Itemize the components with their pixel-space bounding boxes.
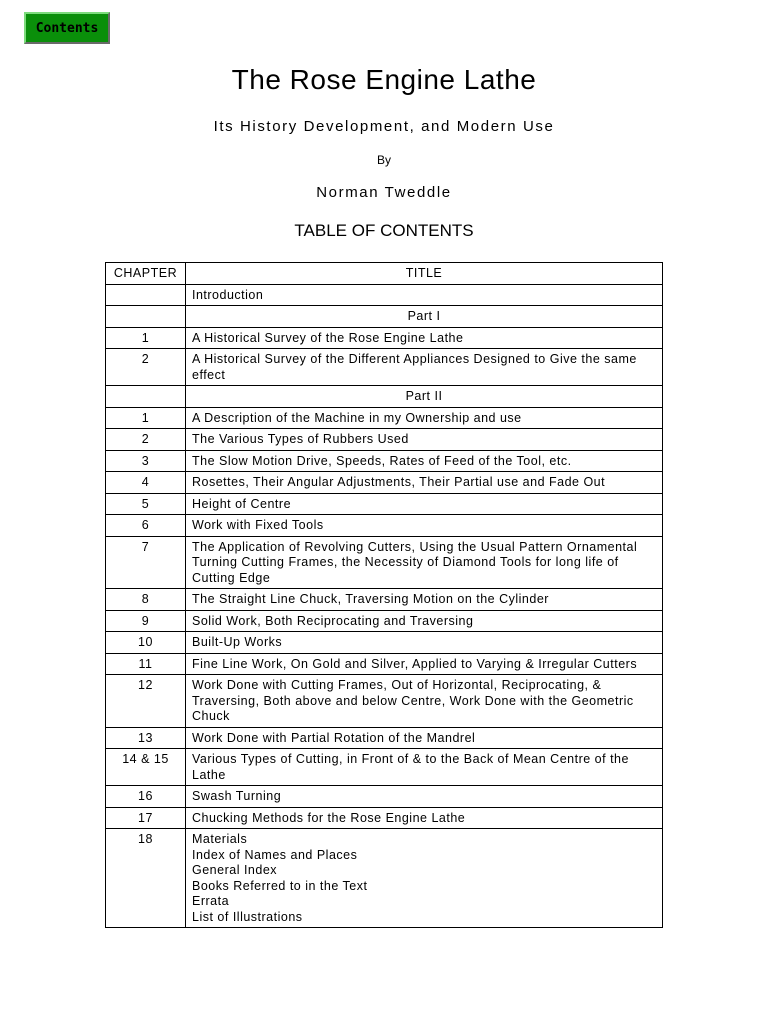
chapter-number: 2 (106, 429, 186, 451)
chapter-number: 17 (106, 807, 186, 829)
title-column-header: TITLE (186, 263, 663, 285)
toc-row (106, 829, 663, 928)
toc-row (106, 284, 663, 306)
chapter-number: 8 (106, 589, 186, 611)
chapter-number (106, 306, 186, 328)
chapter-title: Work Done with Partial Rotation of the Mandrel (186, 727, 663, 749)
chapter-title: The Various Types of Rubbers Used (186, 429, 663, 451)
chapter-title: Various Types of Cutting, in Front of & to the Back of Mean Centre of the Lathe (186, 749, 663, 786)
chapter-title: Swash Turning (186, 786, 663, 808)
chapter-number (106, 284, 186, 306)
appendix-entry: General Index (192, 863, 278, 877)
part-heading: Part I (186, 306, 663, 328)
toc-row (106, 493, 663, 515)
contents-button[interactable]: Contents (24, 12, 110, 44)
chapter-title: Chucking Methods for the Rose Engine Lathe (186, 807, 663, 829)
chapter-number: 3 (106, 450, 186, 472)
toc-row (106, 536, 663, 589)
document-subtitle: Its History Development, and Modern Use (213, 118, 555, 135)
chapter-number: 6 (106, 515, 186, 537)
appendix-entry: Books Referred to in the Text (192, 878, 368, 893)
toc-body (106, 284, 663, 928)
chapter-title: Built-Up Works (186, 632, 663, 654)
chapter-title: Introduction (186, 284, 663, 306)
chapter-title: A Historical Survey of the Different Appliances Designed to Give the same effect (186, 349, 663, 386)
toc-row (106, 472, 663, 494)
chapter-number: 13 (106, 727, 186, 749)
toc-part-row (106, 386, 663, 408)
toc-row (106, 632, 663, 654)
toc-row (106, 675, 663, 728)
toc-row (106, 589, 663, 611)
chapter-title: The Slow Motion Drive, Speeds, Rates of Feed of the Tool, etc. (186, 450, 663, 472)
chapter-title: The Straight Line Chuck, Traversing Motion on the Cylinder (186, 589, 663, 611)
chapter-number: 7 (106, 536, 186, 589)
toc-table (105, 262, 663, 928)
chapter-number: 1 (106, 407, 186, 429)
toc-header-row (106, 263, 663, 285)
toc-row (106, 429, 663, 451)
chapter-number: 2 (106, 349, 186, 386)
chapter-title: Work Done with Cutting Frames, Out of Horizontal, Reciprocating, & Traversing, Both above and below Centre, Work Done with the Geometric Chuck (186, 675, 663, 728)
chapter-title: A Description of the Machine in my Ownership and use (186, 407, 663, 429)
toc-row (106, 727, 663, 749)
chapter-number: 1 (106, 327, 186, 349)
chapter-title: Materials Index of Names and Places General Index Books Referred to in the Text Errata List of Illustrations (186, 829, 663, 928)
chapter-number: 4 (106, 472, 186, 494)
toc-row (106, 349, 663, 386)
chapter-number: 14 & 15 (106, 749, 186, 786)
toc-row (106, 515, 663, 537)
toc-heading: TABLE OF CONTENTS (294, 221, 474, 240)
toc-row (106, 610, 663, 632)
toc-row (106, 450, 663, 472)
toc-row (106, 327, 663, 349)
part-heading: Part II (186, 386, 663, 408)
byline-label: By (376, 153, 391, 167)
chapter-title: Rosettes, Their Angular Adjustments, Their Partial use and Fade Out (186, 472, 663, 494)
appendix-entry: Index of Names and Places (192, 847, 358, 862)
appendix-entry: Errata (192, 894, 230, 908)
toc-row (106, 407, 663, 429)
chapter-number (106, 386, 186, 408)
toc-row (106, 749, 663, 786)
appendix-entry: List of Illustrations (192, 909, 303, 924)
chapter-title: Fine Line Work, On Gold and Silver, Applied to Varying & Irregular Cutters (186, 653, 663, 675)
toc-part-row (106, 306, 663, 328)
chapter-title: Height of Centre (186, 493, 663, 515)
author-name: Norman Tweddle (316, 184, 452, 201)
chapter-number: 11 (106, 653, 186, 675)
chapter-title: Solid Work, Both Reciprocating and Traversing (186, 610, 663, 632)
chapter-title: A Historical Survey of the Rose Engine Lathe (186, 327, 663, 349)
chapter-number: 12 (106, 675, 186, 728)
toc-row (106, 653, 663, 675)
chapter-number: 16 (106, 786, 186, 808)
chapter-title: Work with Fixed Tools (186, 515, 663, 537)
chapter-number: 10 (106, 632, 186, 654)
chapter-title: The Application of Revolving Cutters, Using the Usual Pattern Ornamental Turning Cutting Frames, the Necessity of Diamond Tools for long life of Cutting Edge (186, 536, 663, 589)
chapter-number: 9 (106, 610, 186, 632)
toc-row (106, 786, 663, 808)
chapter-number: 18 (106, 829, 186, 928)
chapter-column-header: CHAPTER (106, 263, 186, 285)
chapter-number: 5 (106, 493, 186, 515)
toc-row (106, 807, 663, 829)
document-title: The Rose Engine Lathe (231, 64, 537, 95)
